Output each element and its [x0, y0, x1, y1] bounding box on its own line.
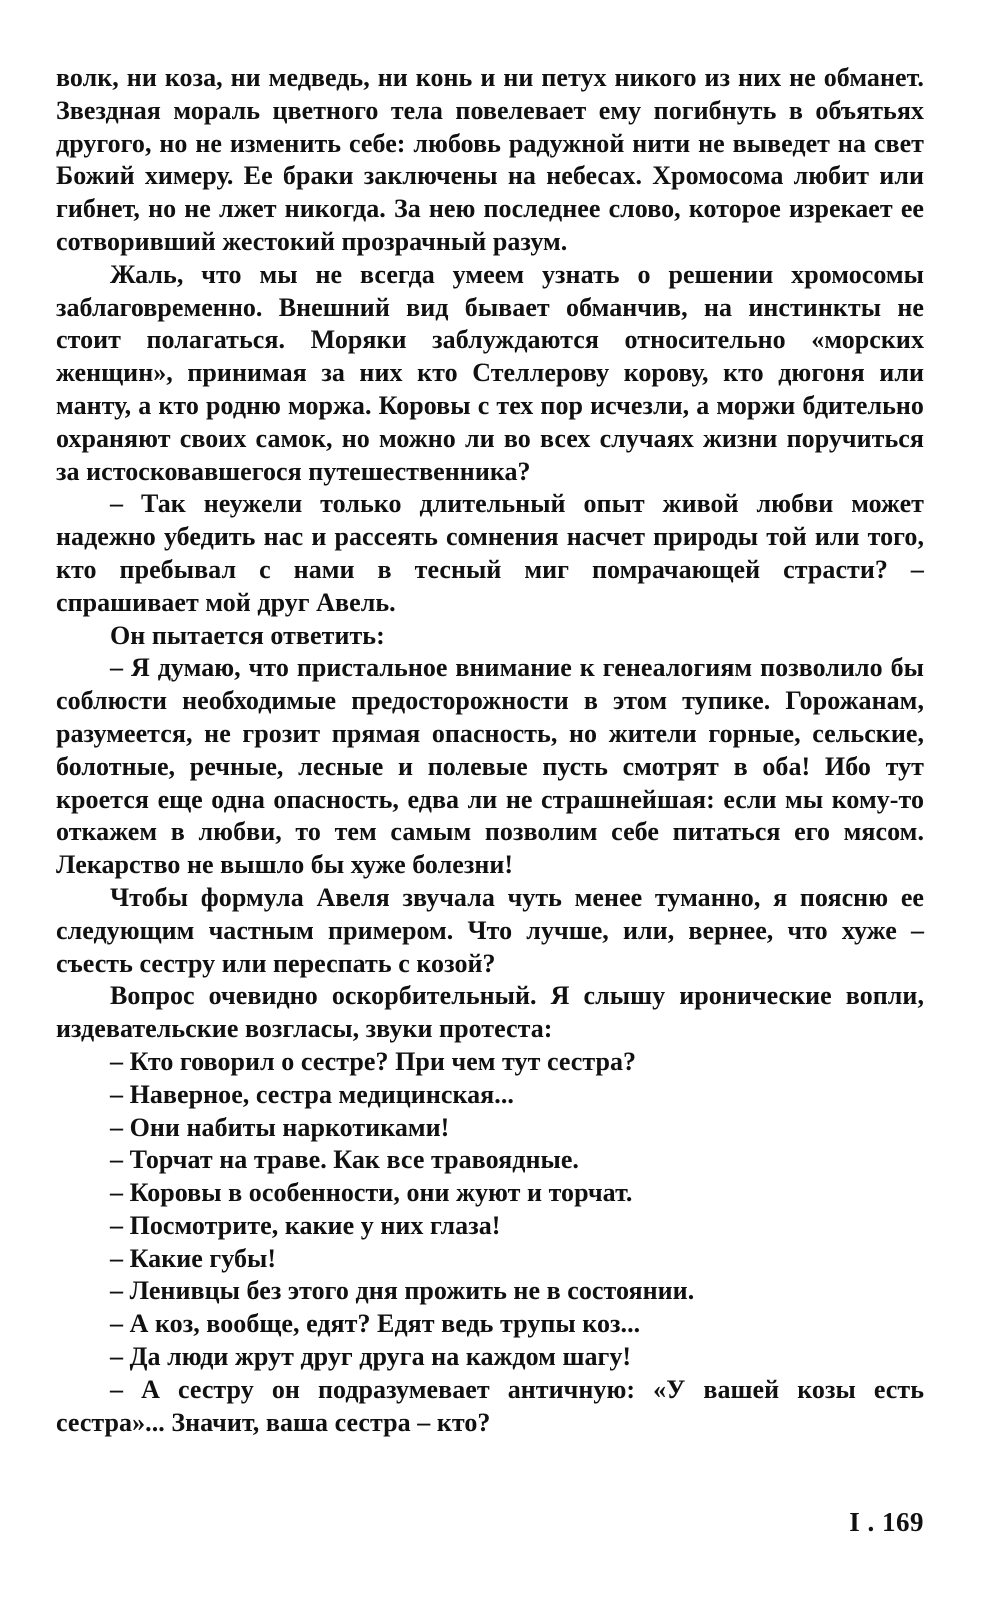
dialog-line: – Торчат на траве. Как все травоядные.: [110, 1145, 579, 1175]
dialog-line: – А коз, вообще, едят? Едят ведь трупы коз...: [110, 1309, 641, 1339]
dialog-line: – Посмотрите, какие у них глаза!: [110, 1210, 501, 1240]
paragraph: Он пытается ответить:: [110, 620, 385, 650]
page-text-body: [56, 62, 924, 1439]
dialog-line: – Они набиты наркотиками!: [110, 1112, 450, 1142]
dialog-line: – Коровы в особенности, они жуют и торчат.: [110, 1178, 633, 1208]
dialog-line: – Да люди жрут друг друга на каждом шагу!: [110, 1342, 632, 1372]
dialog-line: – Я думаю, что пристальное внимание к генеалогиям позволило бы соблюсти необходимые предосторожности в этом тупике. Горожанам, разумеется, не грозит прямая опасность, но жители горные, сельские, болотные, речные, лесные и полевые пусть смотрят в оба! Ибо тут кроется еще одна опасность, едва ли не страшнейшая: если мы кому-то откажем в любви, то тем самым позволим себе питаться его мясом. Лекарство не вышло бы хуже болезни!: [56, 653, 924, 880]
paragraph: Вопрос очевидно оскорбительный. Я слышу иронические вопли, издевательские возгласы, звуки протеста:: [56, 981, 924, 1044]
dialog-line: – Наверное, сестра медицинская...: [110, 1079, 514, 1109]
dialog-line: – Какие губы!: [110, 1243, 277, 1273]
paragraph: Чтобы формула Авеля звучала чуть менее туманно, я поясню ее следующим частным примером. Что лучше, или, вернее, что хуже – съесть сестру или переспать с козой?: [56, 882, 924, 978]
page-number: I . 169: [849, 1507, 924, 1537]
paragraph-continued: волк, ни коза, ни медведь, ни конь и ни петух никого из них не обманет. Звездная мораль цветного тела повелевает ему погибнуть в объятьях другого, но не изменить себе: любовь радужной нити не выведет на свет Божий химеру. Ее браки заключены на небесах. Хромосома любит или гибнет, но не лжет никогда. За нею последнее слово, которое изрекает ее сотворивший жестокий прозрачный разум.: [56, 63, 924, 256]
dialog-line: – Кто говорил о сестре? При чем тут сестра?: [110, 1046, 637, 1076]
dialog-line: – Ленивцы без этого дня прожить не в состоянии.: [110, 1276, 695, 1306]
dialog-line: – Так неужели только длительный опыт живой любви может надежно убедить нас и рассеять сомнения насчет природы той или того, кто пребывал с нами в тесный миг помрачающей страсти? – спрашивает мой друг Авель.: [56, 489, 924, 617]
dialog-line: – А сестру он подразумевает античную: «У вашей козы есть сестра»... Значит, ваша сестра – кто?: [56, 1374, 924, 1437]
paragraph: Жаль, что мы не всегда умеем узнать о решении хромосомы заблаговременно. Внешний вид бывает обманчив, на инстинкты не стоит полагаться. Моряки заблуждаются относительно «морских женщин», принимая за них кто Стеллерову корову, кто дюгоня или манту, а кто родню моржа. Коровы с тех пор исчезли, а моржи бдительно охраняют своих самок, но можно ли во всех случаях жизни поручиться за истосковавшегося путешественника?: [56, 259, 924, 486]
